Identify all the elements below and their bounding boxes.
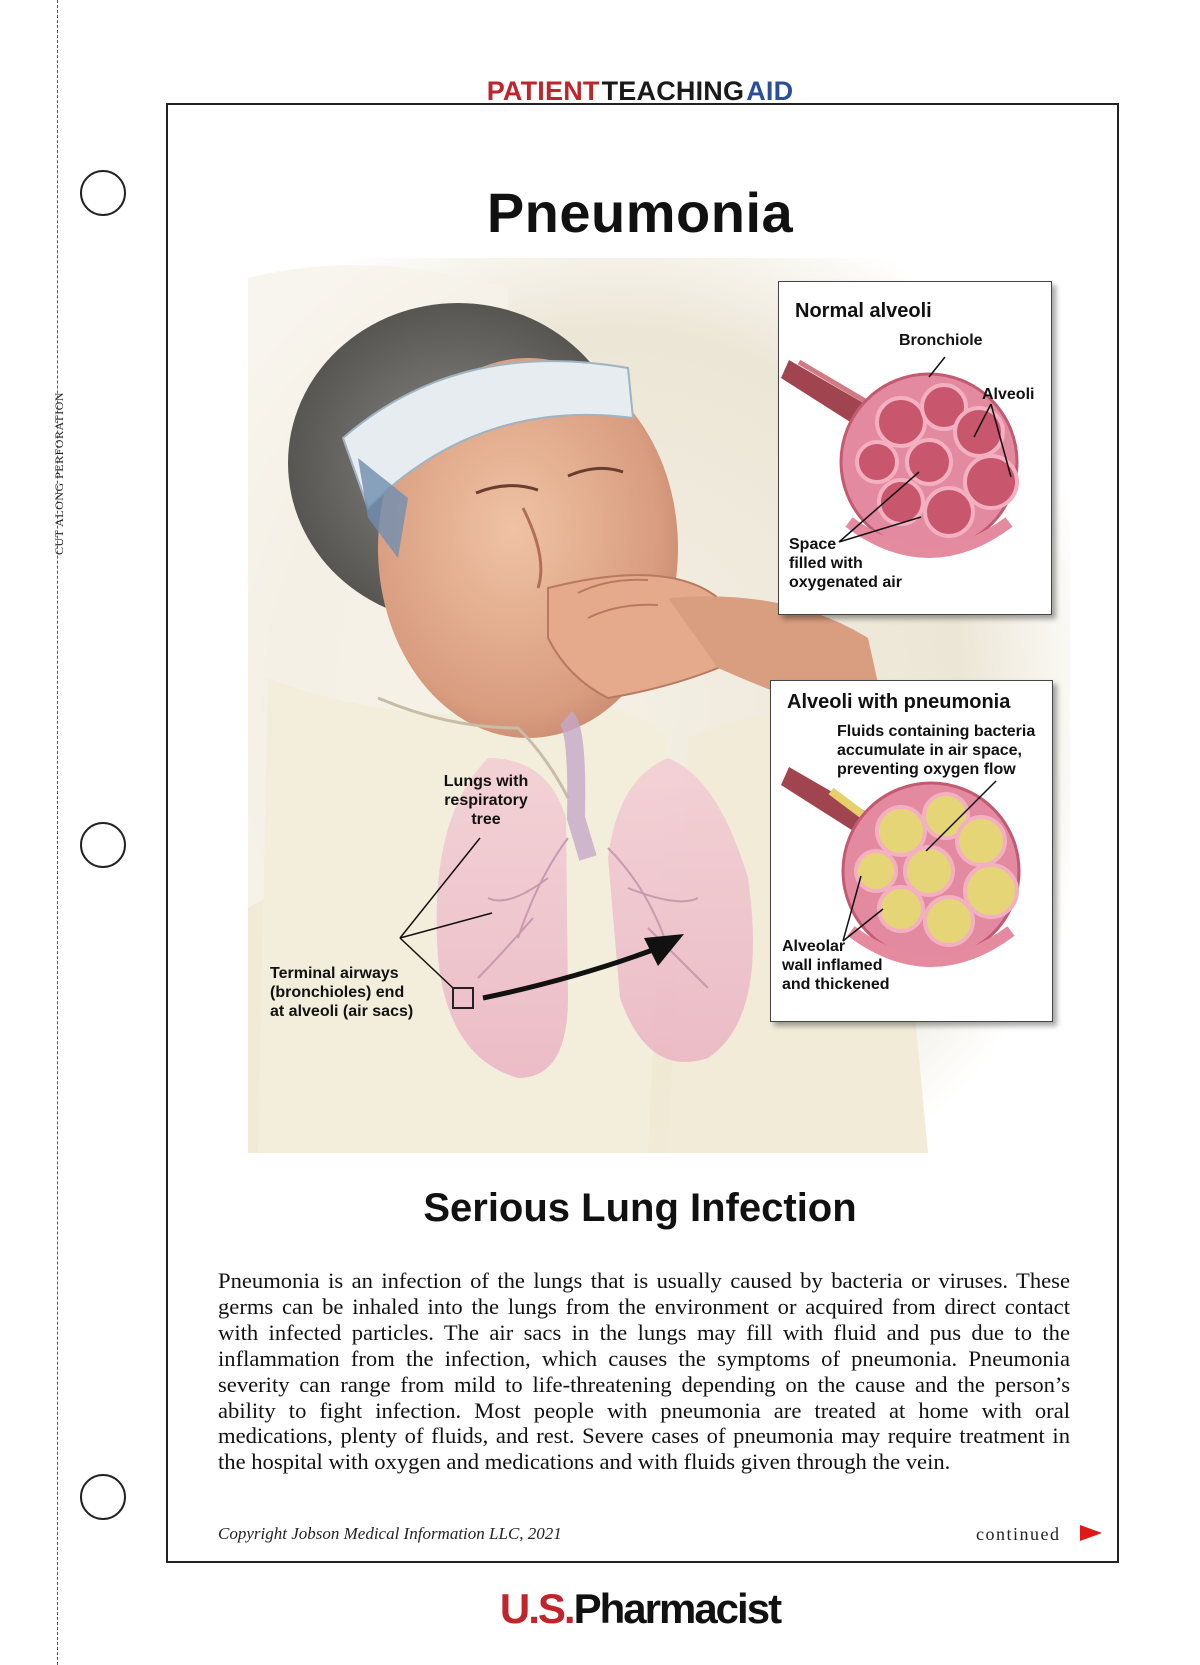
terminal-airways-label: Terminal airways (bronchioles) end at alveoli (air sacs) <box>270 965 414 1020</box>
section-title: Serious Lung Infection <box>423 1186 857 1230</box>
normal-alveoli-title: Normal alveoli <box>795 300 932 322</box>
header-banner <box>0 76 1200 107</box>
page-title: Pneumonia <box>486 181 794 244</box>
space-label: Space filled with oxygenated air <box>789 536 902 591</box>
us-pharmacist-logo: U.S.Pharmacist <box>499 1585 781 1632</box>
copyright-notice: Copyright Jobson Medical Information LLC, 2021 <box>218 1524 562 1543</box>
lungs-label: Lungs with respiratory tree <box>443 773 529 828</box>
binder-hole-middle <box>80 822 126 868</box>
perforation-label: CUT ALONG PERFORATION <box>52 392 66 555</box>
header-aid: AID <box>746 76 794 106</box>
illustration-area <box>248 258 1070 1153</box>
pneumonia-alveoli-panel <box>770 680 1053 1022</box>
normal-alveoli-panel <box>778 281 1052 615</box>
pneumonia-alveoli-title: Alveoli with pneumonia <box>787 691 1011 713</box>
perforation-line <box>57 0 58 1665</box>
binder-hole-bottom <box>80 1474 126 1520</box>
alveoli-label: Alveoli <box>982 386 1035 403</box>
alveolar-wall-label: Alveolar wall inflamed and thickened <box>782 938 890 993</box>
body-paragraph: Pneumonia is an infection of the lungs that is usually caused by bacteria or viruses. These germs can be inhaled into the lungs from the environment or acquired from direct contact with infected particles. The air sacs in the lungs may fill with fluid and pus due to the inflammation from the infection, which causes the symptoms of pneumonia. Pneumonia severity can range from mild to life-threatening depending on the cause and the person’s ability to fight infection. Most people with pneumonia are treated at home with oral medications, plenty of fluids, and rest. Severe cases of pneumonia may require treatment in the hospital with oxygen and medications and with fluids given through the vein. <box>218 1268 1070 1475</box>
continued-arrow-icon <box>1080 1525 1102 1541</box>
bronchiole-label: Bronchiole <box>899 332 983 349</box>
header-patient: PATIENT <box>486 76 600 106</box>
header-teaching: TEACHING <box>601 76 745 106</box>
continued-label: continued <box>976 1524 1061 1544</box>
fluids-label: Fluids containing bacteria accumulate in air space, preventing oxygen flow <box>837 723 1036 778</box>
